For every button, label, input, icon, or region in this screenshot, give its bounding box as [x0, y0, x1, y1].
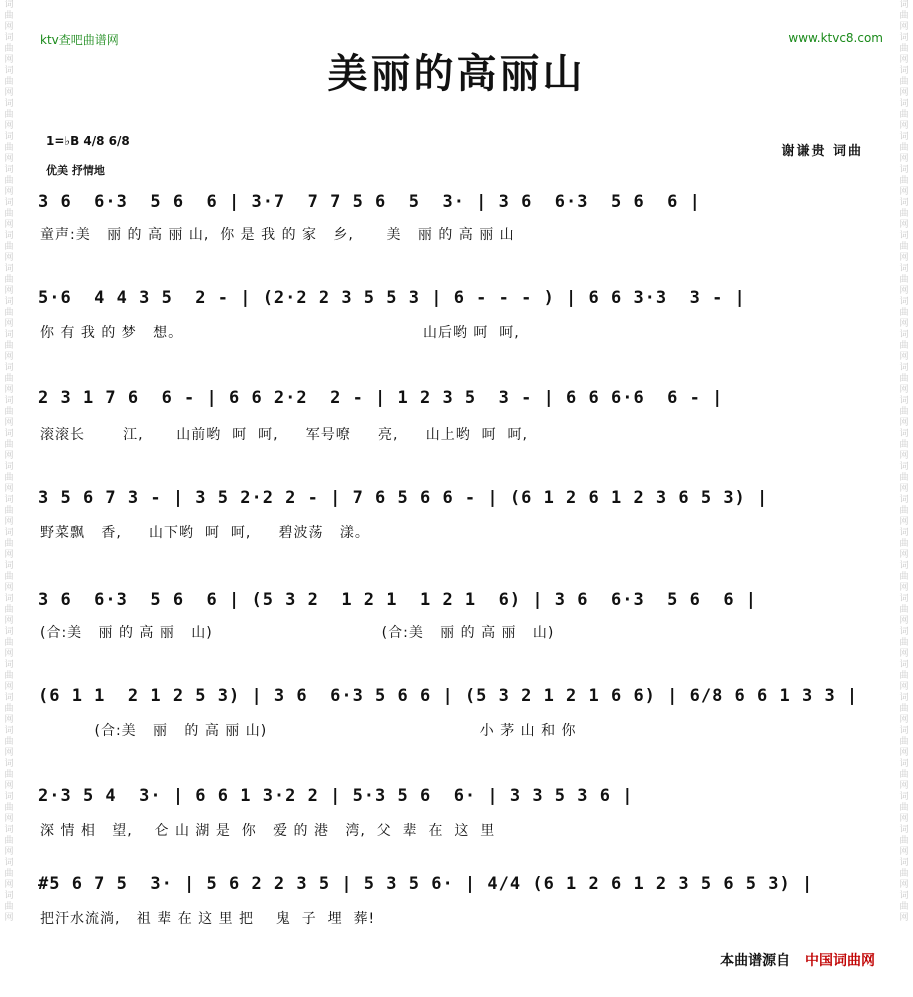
notation-line-8: #5 6 7 5 3· | 5 6 2 2 3 5 | 5 3 5 6· | 4/4 (6 1 2 6 1 2 3 5 6 5 3) | — [38, 874, 814, 894]
notation-line-6: (6 1 1 2 1 2 5 3) | 3 6 6·3 5 6 6 | (5 3 2 1 2 1 6 6) | 6/8 6 6 1 3 3 | — [38, 686, 859, 706]
site-url[interactable]: www.ktvc8.com — [788, 31, 883, 45]
lyric-line-5: (合:美 丽 的 高 丽 山) (合:美 丽 的 高 丽 山) — [40, 625, 555, 641]
tempo-marking: 优美 抒情地 — [46, 164, 105, 177]
watermark-left: 词曲网词曲网词曲网词曲网词曲网词曲网词曲网词曲网词曲网词曲网词曲网词曲网词曲网词曲网词曲网词曲网词曲网词曲网词曲网词曲网词曲网词曲网词曲网词曲网词曲网词曲网词曲网词曲网 — [4, 0, 14, 923]
source-label: 本曲谱源自 — [720, 953, 791, 969]
notation-line-3: 2 3 1 7 6 6 - | 6 6 2·2 2 - | 1 2 3 5 3 - | 6 6 6·6 6 - | — [38, 388, 724, 408]
source-footer — [720, 950, 875, 970]
watermark-right: 词曲网词曲网词曲网词曲网词曲网词曲网词曲网词曲网词曲网词曲网词曲网词曲网词曲网词曲网词曲网词曲网词曲网词曲网词曲网词曲网词曲网词曲网词曲网词曲网词曲网词曲网词曲网词曲网 — [899, 0, 909, 923]
notation-line-4: 3 5 6 7 3 - | 3 5 2·2 2 - | 7 6 5 6 6 - | (6 1 2 6 1 2 3 6 5 3) | — [38, 488, 769, 508]
lyric-line-3: 滚滚长 江, 山前哟 呵 呵, 军号嘹 亮, 山上哟 呵 呵, — [40, 427, 529, 443]
site-name[interactable]: ktv查吧曲谱网 — [40, 33, 119, 47]
lyric-line-4: 野菜飘 香, 山下哟 呵 呵, 碧波荡 漾。 — [40, 525, 370, 541]
composer-credit: 谢谦贵 词曲 — [781, 144, 863, 159]
notation-line-2: 5·6 4 4 3 5 2 - | (2·2 2 3 5 5 3 | 6 - - - ) | 6 6 3·3 3 - | — [38, 288, 746, 308]
lyric-line-2: 你 有 我 的 梦 想。 山后哟 呵 呵, — [40, 325, 520, 341]
song-title: 美丽的高丽山 — [327, 50, 586, 97]
lyric-line-6: (合:美 丽 的 高 丽 山) 小 茅 山 和 你 — [40, 723, 577, 739]
lyric-line-7: 深 情 相 望, 仑 山 湖 是 你 爱 的 港 湾, 父 辈 在 这 里 — [40, 823, 496, 839]
notation-line-5: 3 6 6·3 5 6 6 | (5 3 2 1 2 1 1 2 1 6) | 3 6 6·3 5 6 6 | — [38, 590, 758, 610]
lyric-line-8: 把汗水流淌, 祖 辈 在 这 里 把 鬼 子 埋 葬! — [40, 911, 376, 927]
key-signature: 1=♭B 4/8 6/8 — [46, 134, 130, 148]
source-site[interactable]: 中国词曲网 — [805, 953, 875, 969]
notation-line-1: 3 6 6·3 5 6 6 | 3·7 7 7 5 6 5 3· | 3 6 6·3 5 6 6 | — [38, 192, 701, 212]
notation-line-7: 2·3 5 4 3· | 6 6 1 3·2 2 | 5·3 5 6 6· | 3 3 5 3 6 | — [38, 786, 634, 806]
lyric-line-1: 童声:美 丽 的 高 丽 山, 你 是 我 的 家 乡, 美 丽 的 高 丽 山 — [40, 227, 515, 243]
